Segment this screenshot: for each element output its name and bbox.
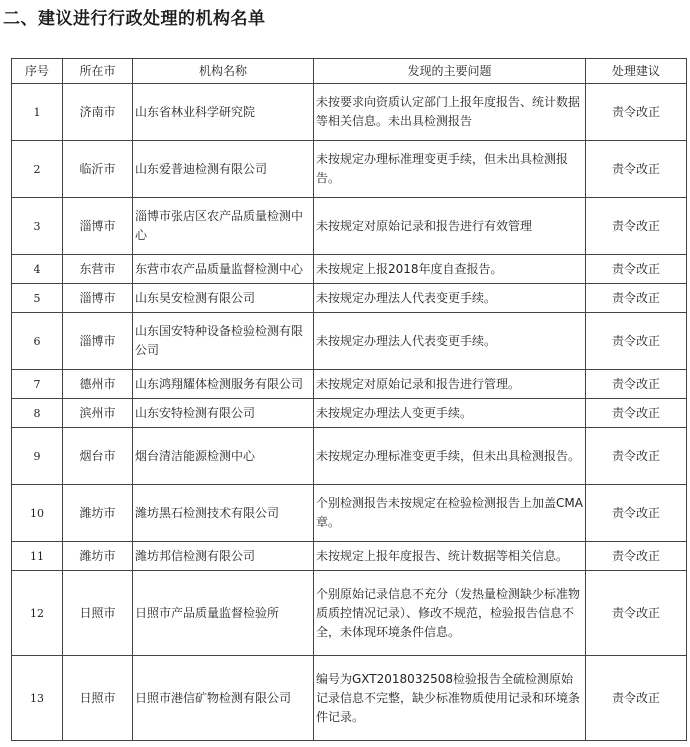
row-city: 潍坊市 (63, 542, 133, 571)
row-issue: 编号为GXT2018032508检验报告全硫检测原始记录信息不完整，缺少标准物质使用记录和环境条件记录。 (314, 656, 586, 741)
row-action: 责令改正 (586, 284, 687, 313)
row-issue: 未按要求向资质认定部门上报年度报告、统计数据等相关信息。未出具检测报告 (314, 84, 586, 141)
row-city: 潍坊市 (63, 485, 133, 542)
row-number: 2 (12, 141, 63, 198)
table-row (12, 284, 687, 313)
row-action: 责令改正 (586, 84, 687, 141)
row-number: 4 (12, 255, 63, 284)
row-number: 11 (12, 542, 63, 571)
header-issue: 发现的主要问题 (314, 59, 586, 84)
row-number: 13 (12, 656, 63, 741)
row-number: 3 (12, 198, 63, 255)
row-org: 山东国安特种设备检验检测有限公司 (133, 313, 314, 370)
row-issue: 个别原始记录信息不充分（发热量检测缺少标准物质质控情况记录）、修改不规范，检验报告信息不全，未体现环境条件信息。 (314, 571, 586, 656)
row-number: 1 (12, 84, 63, 141)
table-row (12, 370, 687, 399)
header-no: 序号 (12, 59, 63, 84)
table-row (12, 428, 687, 485)
row-issue: 未按规定办理法人代表变更手续。 (314, 313, 586, 370)
row-org: 山东昊安检测有限公司 (133, 284, 314, 313)
table-row (12, 84, 687, 141)
row-number: 8 (12, 399, 63, 428)
row-action: 责令改正 (586, 542, 687, 571)
row-number: 12 (12, 571, 63, 656)
row-issue: 未按规定上报2018年度自查报告。 (314, 255, 586, 284)
row-action: 责令改正 (586, 399, 687, 428)
row-city: 淄博市 (63, 284, 133, 313)
row-city: 淄博市 (63, 198, 133, 255)
row-org: 日照市产品质量监督检验所 (133, 571, 314, 656)
row-city: 东营市 (63, 255, 133, 284)
row-number: 6 (12, 313, 63, 370)
header-org: 机构名称 (133, 59, 314, 84)
row-issue: 未按规定办理法人代表变更手续。 (314, 284, 586, 313)
row-action: 责令改正 (586, 313, 687, 370)
row-number: 7 (12, 370, 63, 399)
row-issue: 未按规定上报年度报告、统计数据等相关信息。 (314, 542, 586, 571)
row-action: 责令改正 (586, 428, 687, 485)
row-org: 淄博市张店区农产品质量检测中心 (133, 198, 314, 255)
row-org: 山东爱普迪检测有限公司 (133, 141, 314, 198)
table-row (12, 571, 687, 656)
row-org: 山东鸿翔耀体检测服务有限公司 (133, 370, 314, 399)
table-row (12, 656, 687, 741)
row-number: 5 (12, 284, 63, 313)
row-city: 济南市 (63, 84, 133, 141)
row-city: 淄博市 (63, 313, 133, 370)
row-org: 潍坊黑石检测技术有限公司 (133, 485, 314, 542)
row-action: 责令改正 (586, 656, 687, 741)
row-city: 烟台市 (63, 428, 133, 485)
row-org: 山东安特检测有限公司 (133, 399, 314, 428)
row-number: 9 (12, 428, 63, 485)
row-city: 滨州市 (63, 399, 133, 428)
row-city: 临沂市 (63, 141, 133, 198)
row-org: 日照市港信矿物检测有限公司 (133, 656, 314, 741)
row-issue: 未按规定对原始记录和报告进行管理。 (314, 370, 586, 399)
row-issue: 未按规定办理标准变更手续，但未出具检测报告。 (314, 428, 586, 485)
table-header-row (12, 59, 687, 84)
row-org: 潍坊邦信检测有限公司 (133, 542, 314, 571)
table-row (12, 542, 687, 571)
row-issue: 未按规定办理标准理变更手续，但未出具检测报告。 (314, 141, 586, 198)
row-action: 责令改正 (586, 198, 687, 255)
institution-table (11, 58, 687, 741)
row-org: 烟台清洁能源检测中心 (133, 428, 314, 485)
row-number: 10 (12, 485, 63, 542)
header-city: 所在市 (63, 59, 133, 84)
table-row (12, 485, 687, 542)
table-row (12, 399, 687, 428)
row-city: 日照市 (63, 656, 133, 741)
row-org: 东营市农产品质量监督检测中心 (133, 255, 314, 284)
row-action: 责令改正 (586, 255, 687, 284)
table-row (12, 141, 687, 198)
row-org: 山东省林业科学研究院 (133, 84, 314, 141)
row-city: 日照市 (63, 571, 133, 656)
row-action: 责令改正 (586, 571, 687, 656)
row-action: 责令改正 (586, 485, 687, 542)
row-action: 责令改正 (586, 370, 687, 399)
row-city: 德州市 (63, 370, 133, 399)
row-issue: 未按规定办理法人变更手续。 (314, 399, 586, 428)
row-action: 责令改正 (586, 141, 687, 198)
header-action: 处理建议 (586, 59, 687, 84)
table-row (12, 255, 687, 284)
row-issue: 未按规定对原始记录和报告进行有效管理 (314, 198, 586, 255)
row-issue: 个别检测报告未按规定在检验检测报告上加盖CMA章。 (314, 485, 586, 542)
table-row (12, 313, 687, 370)
section-title: 二、建议进行行政处理的机构名单 (3, 9, 266, 29)
table-row (12, 198, 687, 255)
